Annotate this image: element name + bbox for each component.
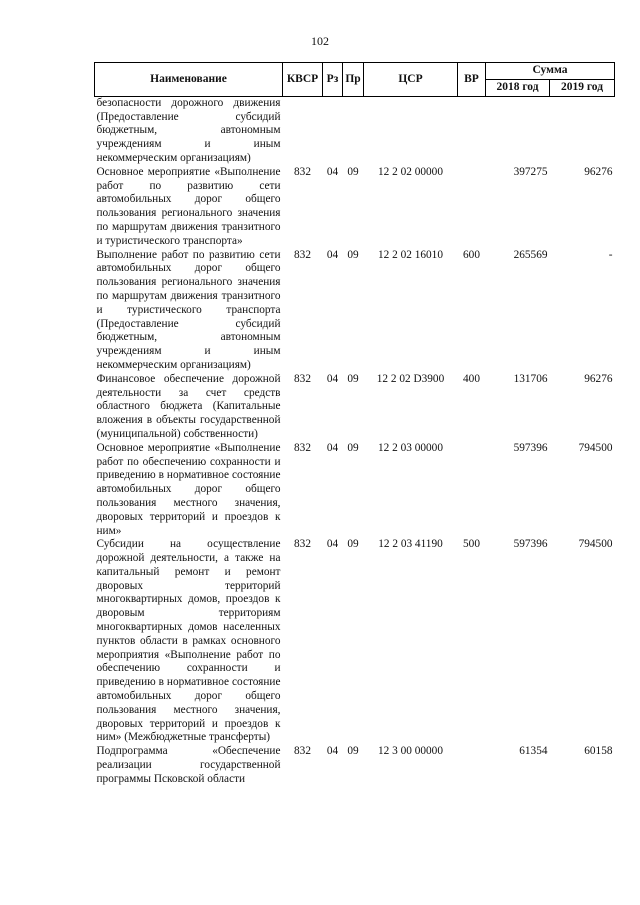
row-name: Основное мероприятие «Выполнение работ по развитию сети автомобильных дорог общего пользования регионального значения по маршрутам движения транзитного и туристического транспорта» [96, 165, 281, 247]
row-pr: 09 [347, 248, 359, 261]
table-row [95, 373, 615, 442]
row-vr [458, 745, 486, 786]
row-csr: 12 2 02 16010 [378, 248, 443, 261]
row-csr: 12 2 02 00000 [378, 165, 443, 178]
row-pr: 09 [347, 165, 359, 178]
row-vr: 500 [463, 538, 480, 551]
row-name: Финансовое обеспечение дорожной деятельности за счет средств областного бюджета (Капитальные вложения в объекты государственной (муниципальной) собственности) [96, 372, 281, 440]
row-pr: 09 [347, 441, 359, 454]
header-name: Наименование [95, 63, 283, 97]
row-vr: 400 [463, 372, 480, 385]
row-pr: 09 [347, 372, 359, 385]
row-kvsr: 832 [294, 441, 311, 454]
header-year-2018: 2018 год [486, 80, 550, 97]
table-row [95, 745, 615, 786]
table-row [95, 96, 615, 165]
row-sum-2019: 96276 [584, 372, 613, 385]
row-sum-2018: 61354 [519, 745, 548, 758]
row-pr [343, 96, 364, 165]
row-sum-2019: 60158 [584, 745, 613, 758]
row-kvsr: 832 [294, 372, 311, 385]
row-name: Субсидии на осуществление дорожной деятельности, а также на капитальный ремонт и ремонт дворовых территорий многоквартирных домов, проездов к дворовым территориям многоквартирных домов населенных пунктов области в рамках основного мероприятия «Выполнение работ по обеспечению сохранности и приведению в нормативное состояние автомобильных дорог общего пользования местного значения, дворовых территорий и проездов к ним» (Межбюджетные трансферты) [96, 538, 281, 744]
row-csr: 12 2 02 D3900 [376, 372, 445, 385]
row-kvsr [283, 96, 323, 165]
header-pr: Пр [343, 63, 364, 97]
budget-table [94, 62, 615, 787]
table-row [95, 249, 615, 373]
row-vr [458, 96, 486, 165]
row-kvsr: 832 [294, 538, 311, 551]
row-rz: 04 [326, 745, 339, 758]
row-sum-2018: 265569 [513, 248, 548, 261]
row-pr: 09 [347, 538, 359, 551]
row-rz: 04 [326, 372, 339, 385]
row-name: Подпрограмма «Обеспечение реализации государственной программы Псковской области [96, 745, 281, 785]
header-kvsr: КВСР [283, 63, 323, 97]
row-rz: 04 [326, 538, 339, 551]
table-row [95, 538, 615, 745]
row-rz: 04 [326, 165, 339, 178]
row-kvsr: 832 [294, 248, 311, 261]
header-csr: ЦСР [364, 63, 458, 97]
row-vr [458, 166, 486, 249]
page-number: 102 [311, 34, 329, 48]
row-kvsr: 832 [294, 165, 311, 178]
header-vr: ВР [458, 63, 486, 97]
row-csr: 12 2 03 00000 [378, 441, 443, 454]
row-sum-2018 [486, 96, 550, 165]
table-row [95, 442, 615, 539]
row-kvsr: 832 [294, 745, 311, 758]
row-rz: 04 [326, 441, 339, 454]
row-csr [364, 96, 458, 165]
row-sum-2019: - [608, 248, 613, 261]
header-sum: Сумма [486, 63, 615, 80]
table-header [95, 63, 615, 97]
row-sum-2018: 597396 [513, 441, 548, 454]
row-sum-2019: 794500 [578, 538, 613, 551]
row-name: Выполнение работ по развитию сети автомобильных дорог общего пользования регионального значения по маршрутам движения транзитного и туристического транспорта (Предоставление субсидий бюджетным, автономным учреждениям и иным некоммерческим организациям) [96, 248, 281, 371]
row-pr: 09 [347, 745, 359, 758]
row-name: Основное мероприятие «Выполнение работ по обеспечению сохранности и приведению в нормативное состояние автомобильных дорог общего пользования местного значения, дворовых территорий и проездов к ним» [96, 441, 281, 537]
row-name: безопасности дорожного движения (Предоставление субсидий бюджетным, автономным учреждениям и иным некоммерческим организациям) [96, 96, 281, 164]
row-sum-2019: 96276 [584, 165, 613, 178]
row-sum-2019 [550, 96, 615, 165]
row-sum-2019: 794500 [578, 441, 613, 454]
header-year-2019: 2019 год [550, 80, 615, 97]
row-vr: 600 [463, 248, 480, 261]
header-rz: Рз [323, 63, 343, 97]
row-sum-2018: 597396 [513, 538, 548, 551]
row-sum-2018: 131706 [513, 372, 548, 385]
table-row [95, 166, 615, 249]
row-rz [323, 96, 343, 165]
row-csr: 12 3 00 00000 [378, 745, 443, 758]
row-sum-2018: 397275 [513, 165, 548, 178]
row-vr [458, 442, 486, 539]
row-rz: 04 [326, 248, 339, 261]
row-csr: 12 2 03 41190 [378, 538, 443, 551]
